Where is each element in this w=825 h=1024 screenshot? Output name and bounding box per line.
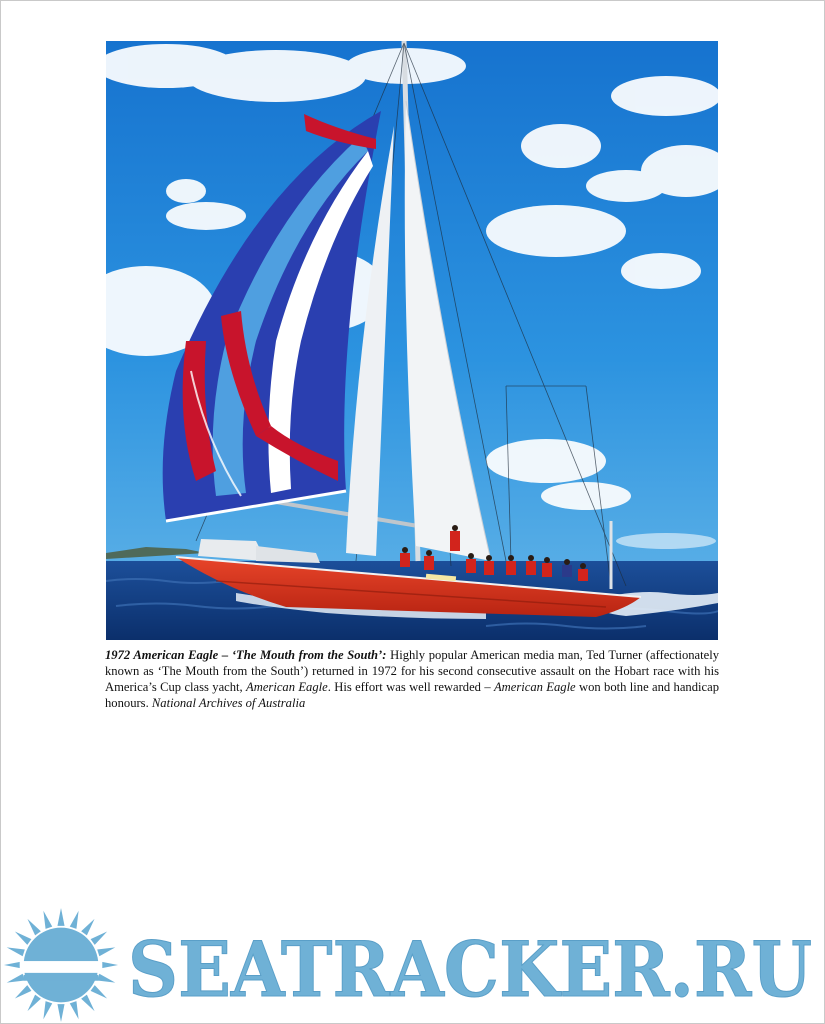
sun-ray	[97, 974, 115, 983]
sun-ray	[4, 961, 22, 968]
sun-ray	[57, 1004, 64, 1022]
sun-ray	[27, 995, 40, 1012]
caption-yacht-name-1: American Eagle	[246, 680, 328, 694]
sun-ray	[43, 1001, 52, 1019]
sun-ray	[70, 1001, 79, 1019]
sun-ray	[7, 974, 25, 983]
sun-logo-icon	[2, 906, 120, 1024]
sun-ray	[57, 908, 64, 926]
sun-ray	[15, 985, 32, 998]
caption-body-3: won both line and handicap honours.	[105, 680, 719, 710]
sun-ray	[81, 919, 94, 936]
caption-body-2: . His effort was well rewarded –	[327, 680, 494, 694]
sun-ray	[7, 947, 25, 956]
photo-caption	[105, 647, 719, 711]
watermark-text-label: SEATRACKER.RU	[128, 925, 812, 1014]
sun-ray	[97, 947, 115, 956]
caption-quote-title: ‘The Mouth from the South’:	[231, 648, 387, 662]
sun-ray	[15, 931, 32, 944]
sun-ray	[43, 911, 52, 929]
sun-ray	[27, 919, 40, 936]
caption-credit: National Archives of Australia	[151, 696, 306, 710]
caption-year-title: 1972 American Eagle –	[105, 648, 229, 662]
sun-ray	[91, 931, 108, 944]
caption-yacht-name-2: American Eagle	[493, 680, 576, 694]
seatracker-watermark	[0, 900, 825, 1024]
sun-ray	[100, 961, 118, 968]
sun-ray	[91, 985, 108, 998]
sun-ray	[70, 911, 79, 929]
caption-body-1: Highly popular American media man, Ted Turner (affectionately known as ‘The Mouth from the South’) returned in 1972 for his second consecutive assault on the Hobart race with his America’s Cup class yacht,	[105, 648, 720, 694]
sun-ray	[81, 995, 94, 1012]
watermark-text	[128, 914, 818, 1014]
yacht-photo	[106, 41, 718, 640]
